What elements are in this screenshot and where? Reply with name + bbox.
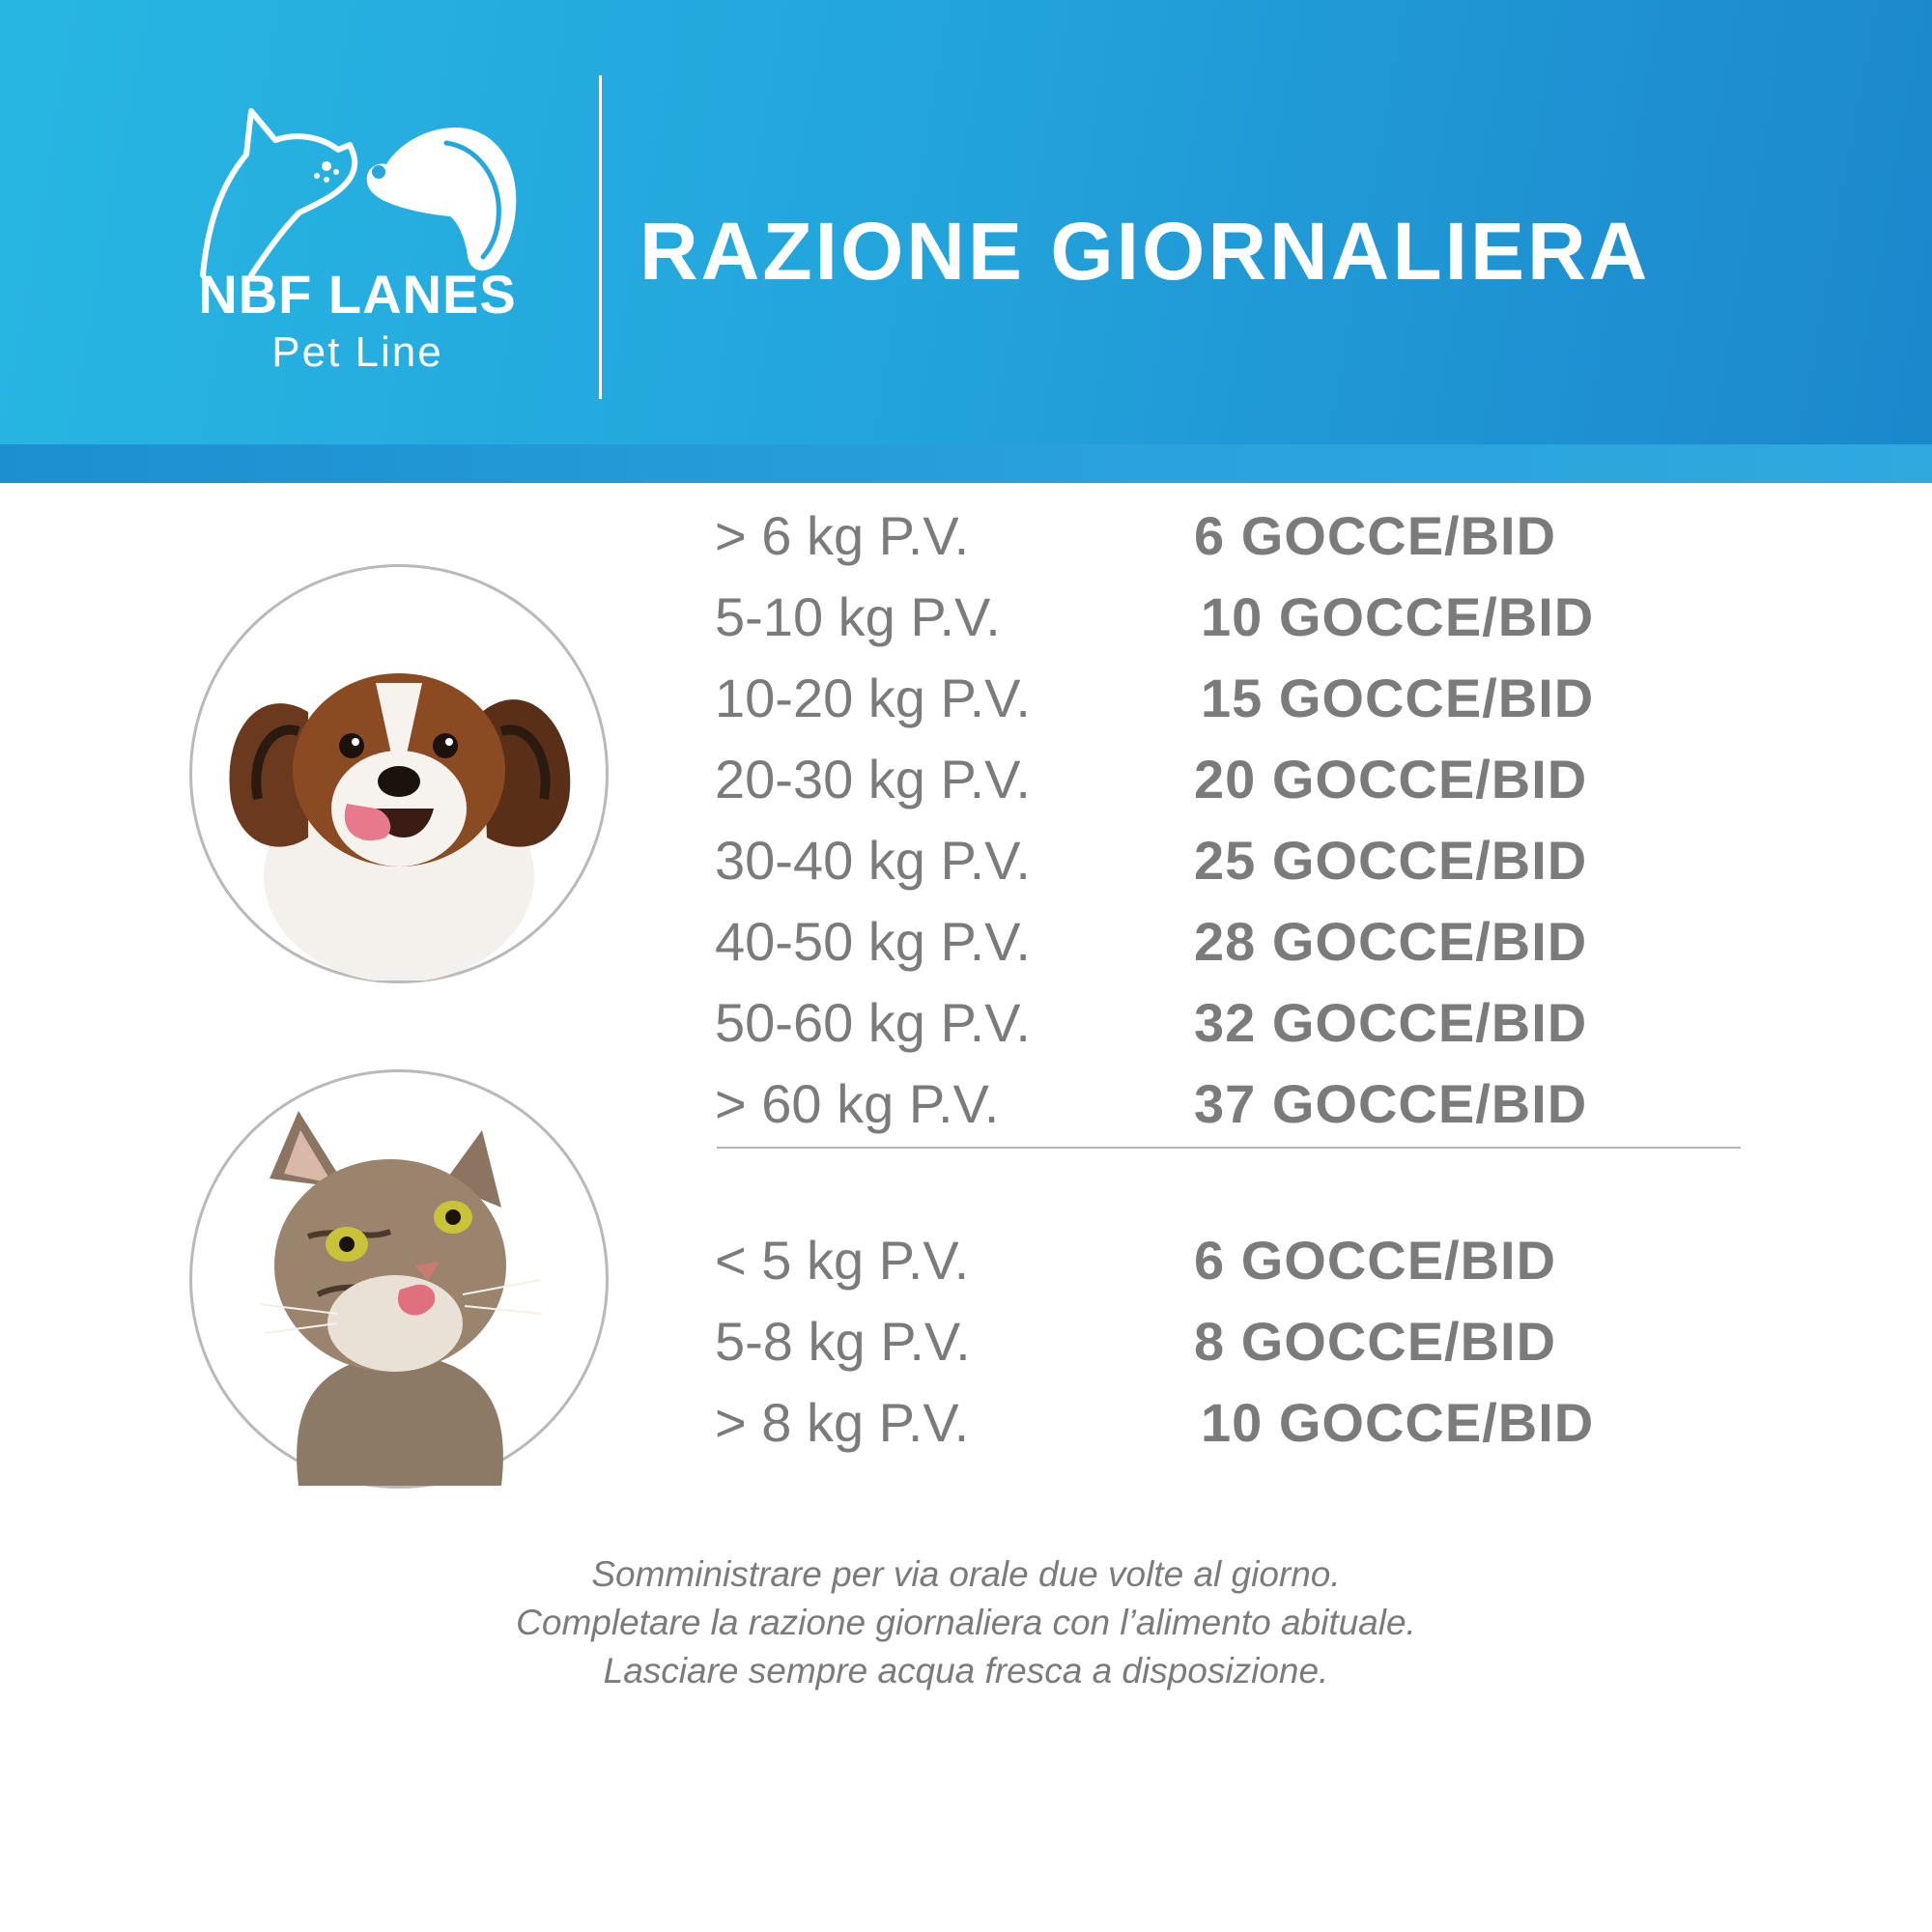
note-line: Somministrare per via orale due volte al giorno.: [591, 1554, 1341, 1594]
dose-row-cat: [715, 1227, 1681, 1294]
dose-row-dog: [715, 502, 1681, 570]
weight-range: 10-20 kg P.V.: [715, 668, 1031, 728]
header-bottom-band: [0, 444, 1932, 483]
dose-amount: 8 GOCCE/BID: [1194, 1311, 1557, 1372]
weight-range: 30-40 kg P.V.: [715, 830, 1031, 891]
administration-notes: [0, 1550, 1932, 1695]
dose-amount: 15 GOCCE/BID: [1201, 668, 1595, 728]
cat-dog-logo-icon: [193, 106, 522, 280]
weight-range: 50-60 kg P.V.: [715, 992, 1031, 1053]
table-divider: [717, 1147, 1741, 1149]
weight-range: 40-50 kg P.V.: [715, 911, 1031, 972]
dose-amount: 10 GOCCE/BID: [1201, 586, 1595, 647]
brand-logo: [174, 97, 541, 386]
dose-row-dog: [715, 665, 1681, 732]
brand-subtitle: Pet Line: [271, 328, 443, 376]
dog-photo: [189, 564, 609, 983]
cat-photo: [189, 1069, 609, 1489]
dose-amount: 6 GOCCE/BID: [1194, 505, 1557, 566]
dose-row-dog: [715, 1070, 1681, 1138]
weight-range: 5-10 kg P.V.: [715, 586, 1001, 647]
weight-range: 5-8 kg P.V.: [715, 1311, 971, 1372]
brand-name: NBF LANES: [198, 264, 517, 325]
dose-row-cat: [715, 1389, 1681, 1457]
note-line: Completare la razione giornaliera con l’alimento abituale.: [516, 1603, 1416, 1642]
weight-range: > 60 kg P.V.: [715, 1073, 1000, 1134]
dose-row-dog: [715, 583, 1681, 651]
dose-amount: 6 GOCCE/BID: [1194, 1230, 1557, 1291]
page-title: RAZIONE GIORNALIERA: [639, 206, 1651, 297]
dose-row-dog: [715, 908, 1681, 976]
dose-row-dog: [715, 989, 1681, 1057]
header-divider: [599, 75, 602, 399]
weight-range: > 6 kg P.V.: [715, 505, 970, 566]
dose-amount: 25 GOCCE/BID: [1194, 830, 1588, 891]
dose-amount: 32 GOCCE/BID: [1194, 992, 1588, 1053]
dose-amount: 10 GOCCE/BID: [1201, 1392, 1595, 1453]
weight-range: > 8 kg P.V.: [715, 1392, 970, 1453]
weight-range: 20-30 kg P.V.: [715, 749, 1031, 810]
note-line: Lasciare sempre acqua fresca a disposizione.: [603, 1651, 1329, 1690]
dose-row-dog: [715, 827, 1681, 895]
dose-row-dog: [715, 746, 1681, 813]
dose-amount: 20 GOCCE/BID: [1194, 749, 1588, 810]
dose-amount: 28 GOCCE/BID: [1194, 911, 1588, 972]
weight-range: < 5 kg P.V.: [715, 1230, 970, 1291]
dose-row-cat: [715, 1308, 1681, 1376]
dose-amount: 37 GOCCE/BID: [1194, 1073, 1588, 1134]
